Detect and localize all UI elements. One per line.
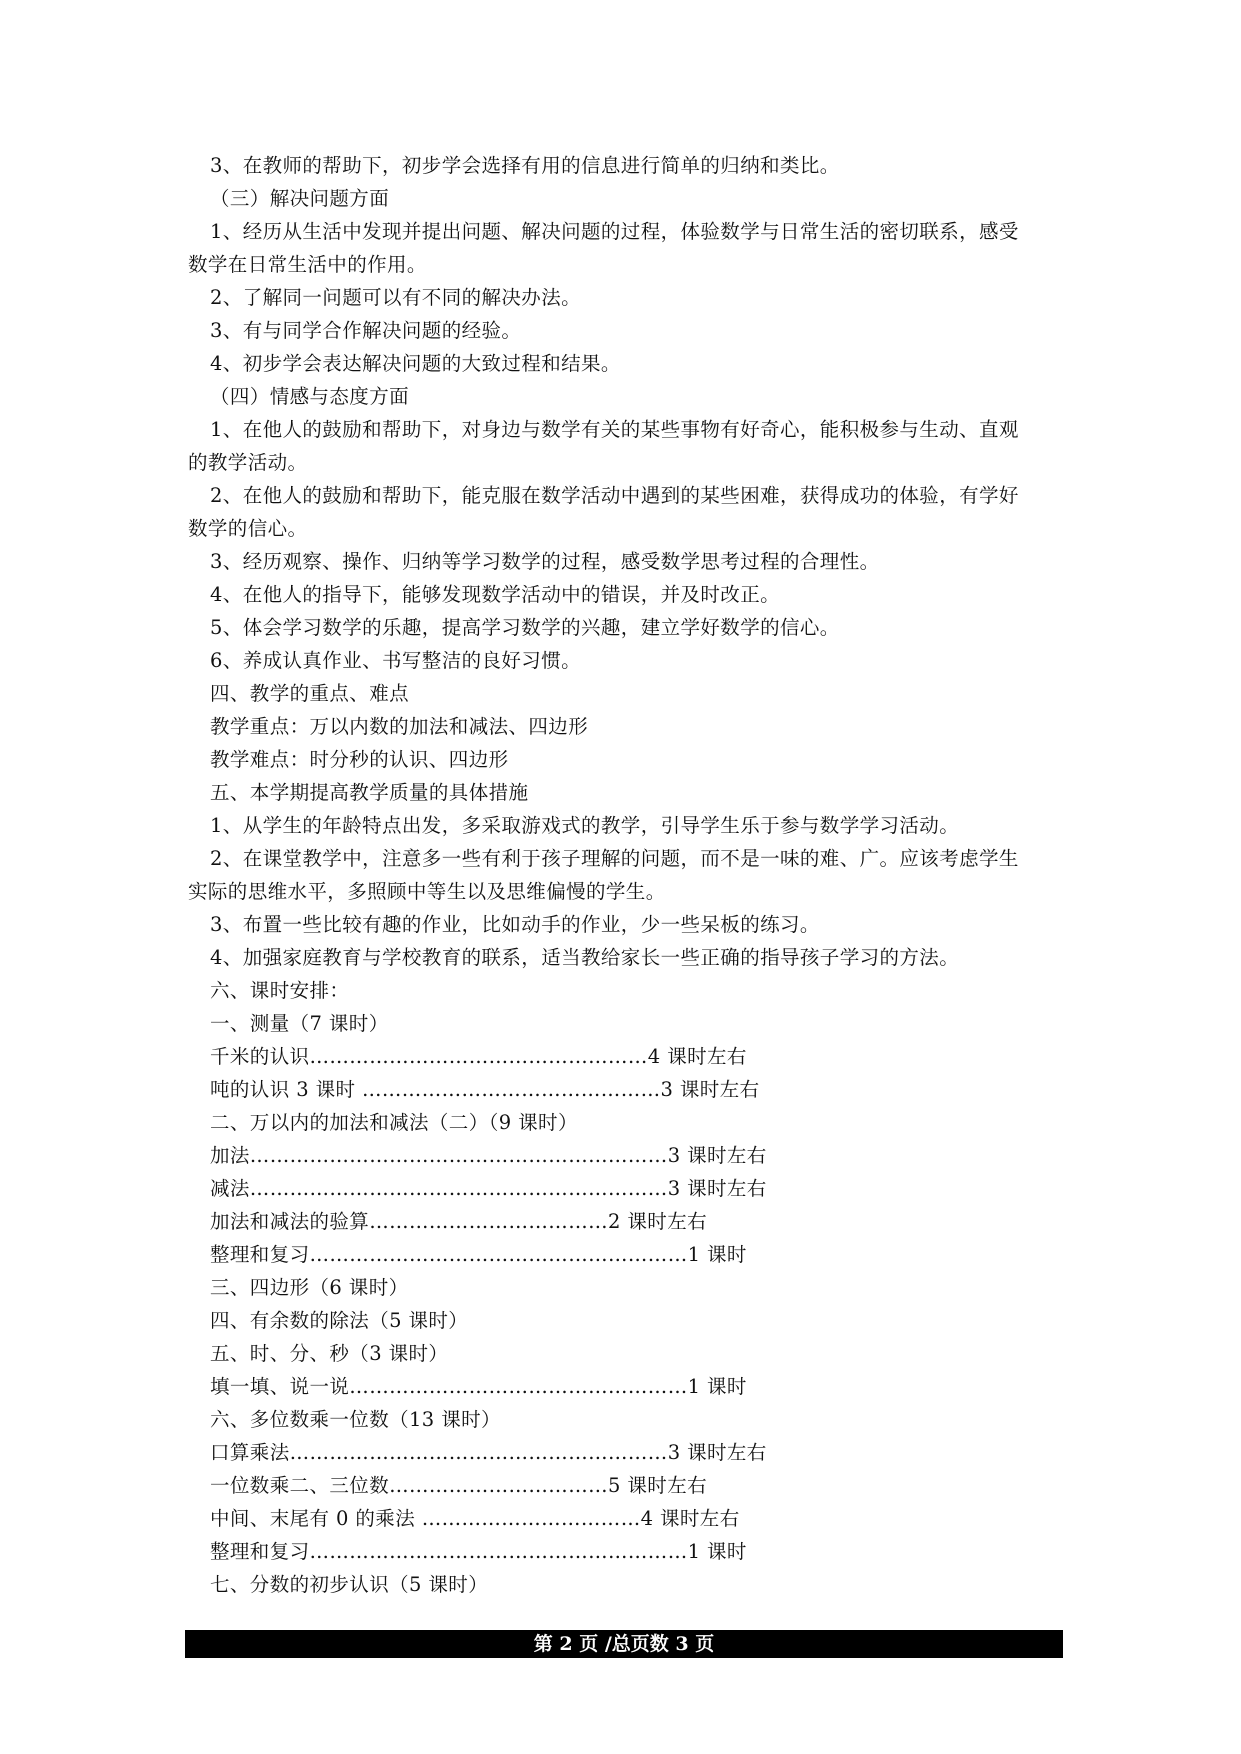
text-line: 3、经历观察、操作、归纳等学习数学的过程，感受数学思考过程的合理性。 bbox=[210, 550, 880, 573]
section-heading: 四、教学的重点、难点 bbox=[210, 682, 410, 705]
text-line: 3、布置一些比较有趣的作业，比如动手的作业，少一些呆板的练习。 bbox=[210, 913, 820, 936]
schedule-item: 减法………………………………………………………3 课时左右 bbox=[210, 1177, 767, 1200]
text-line: 2、了解同一问题可以有不同的解决办法。 bbox=[210, 286, 582, 309]
text-line: 教学重点：万以内数的加法和减法、四边形 bbox=[210, 715, 589, 738]
schedule-item: 千米的认识……………………………………………4 课时左右 bbox=[210, 1045, 747, 1068]
text-line: 4、在他人的指导下，能够发现数学活动中的错误，并及时改正。 bbox=[210, 583, 781, 606]
text-line: 实际的思维水平，多照顾中等生以及思维偏慢的学生。 bbox=[188, 880, 666, 903]
text-line: 1、经历从生活中发现并提出问题、解决问题的过程，体验数学与日常生活的密切联系，感受 bbox=[210, 220, 1019, 243]
text-line: 4、加强家庭教育与学校教育的联系，适当教给家长一些正确的指导孩子学习的方法。 bbox=[210, 946, 960, 969]
text-line: 1、从学生的年龄特点出发，多采取游戏式的教学，引导学生乐于参与数学学习活动。 bbox=[210, 814, 960, 837]
text-line: 3、有与同学合作解决问题的经验。 bbox=[210, 319, 522, 342]
text-line: 2、在课堂教学中，注意多一些有利于孩子理解的问题，而不是一味的难、广。应该考虑学生 bbox=[210, 847, 1019, 870]
text-line: 数学在日常生活中的作用。 bbox=[188, 253, 427, 276]
text-line: 1、在他人的鼓励和帮助下，对身边与数学有关的某些事物有好奇心，能积极参与生动、直观 bbox=[210, 418, 1019, 441]
section-heading: 六、课时安排： bbox=[210, 979, 350, 1002]
schedule-unit: 四、有余数的除法（5 课时） bbox=[210, 1309, 469, 1332]
schedule-item: 加法………………………………………………………3 课时左右 bbox=[210, 1144, 767, 1167]
schedule-item: 加法和减法的验算………………………………2 课时左右 bbox=[210, 1210, 708, 1233]
page-number-label: 第 2 页 /总页数 3 页 bbox=[533, 1633, 715, 1655]
schedule-unit: 六、多位数乘一位数（13 课时） bbox=[210, 1408, 501, 1431]
schedule-item: 口算乘法…………………………………………………3 课时左右 bbox=[210, 1441, 767, 1464]
schedule-unit: 五、时、分、秒（3 课时） bbox=[210, 1342, 449, 1365]
text-line: 数学的信心。 bbox=[188, 517, 308, 540]
section-heading: 五、本学期提高教学质量的具体措施 bbox=[210, 781, 529, 804]
schedule-unit: 七、分数的初步认识（5 课时） bbox=[210, 1573, 489, 1596]
text-line: 3、在教师的帮助下，初步学会选择有用的信息进行简单的归纳和类比。 bbox=[210, 154, 840, 177]
section-heading: （四）情感与态度方面 bbox=[210, 385, 410, 408]
schedule-item: 填一填、说一说……………………………………………1 课时 bbox=[210, 1375, 747, 1398]
schedule-item: 中间、末尾有 0 的乘法 ……………………………4 课时左右 bbox=[210, 1507, 740, 1530]
text-line: 5、体会学习数学的乐趣，提高学习数学的兴趣，建立学好数学的信心。 bbox=[210, 616, 840, 639]
text-line: 教学难点：时分秒的认识、四边形 bbox=[210, 748, 509, 771]
schedule-unit: 三、四边形（6 课时） bbox=[210, 1276, 409, 1299]
text-line: 6、养成认真作业、书写整洁的良好习惯。 bbox=[210, 649, 582, 672]
section-heading: （三）解决问题方面 bbox=[210, 187, 390, 210]
schedule-item: 吨的认识 3 课时 ………………………………………3 课时左右 bbox=[210, 1078, 760, 1101]
text-line: 2、在他人的鼓励和帮助下，能克服在数学活动中遇到的某些困难，获得成功的体验，有学好 bbox=[210, 484, 1019, 507]
schedule-item: 整理和复习…………………………………………………1 课时 bbox=[210, 1540, 747, 1563]
schedule-unit: 一、测量（7 课时） bbox=[210, 1012, 389, 1035]
text-line: 4、初步学会表达解决问题的大致过程和结果。 bbox=[210, 352, 621, 375]
schedule-unit: 二、万以内的加法和减法（二）（9 课时） bbox=[210, 1111, 578, 1134]
schedule-item: 一位数乘二、三位数……………………………5 课时左右 bbox=[210, 1474, 708, 1497]
schedule-item: 整理和复习…………………………………………………1 课时 bbox=[210, 1243, 747, 1266]
page-footer-bar bbox=[185, 1630, 1063, 1658]
text-line: 的教学活动。 bbox=[188, 451, 308, 474]
